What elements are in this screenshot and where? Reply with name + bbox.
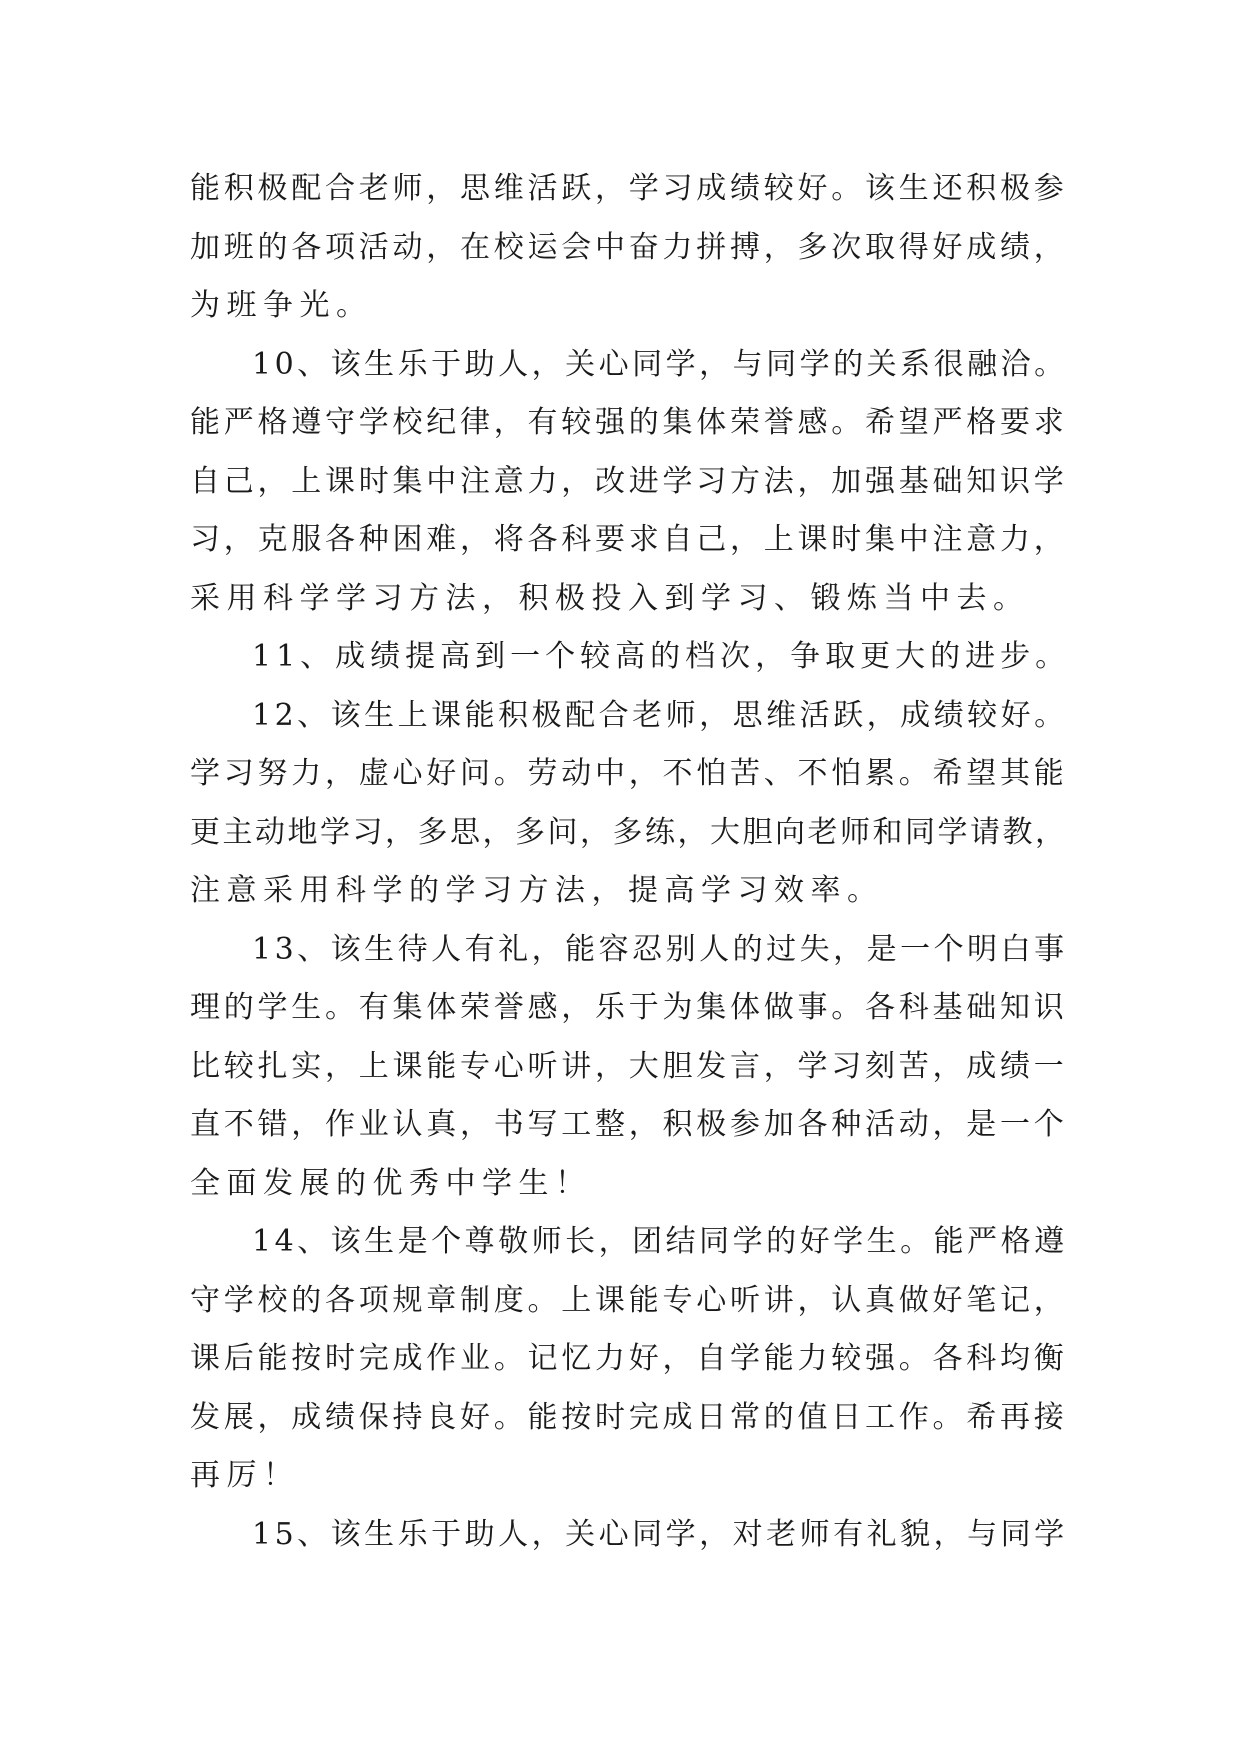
text-line: 为班争光。 <box>190 288 373 323</box>
text-line: 能积极配合老师，思维活跃，学习成绩较好。该生还积极参 <box>190 171 1068 206</box>
paragraph-start-line: 12、该生上课能积极配合老师，思维活跃，成绩较好。 <box>252 697 1068 733</box>
paragraph-start-line: 14、该生是个尊敬师长，团结同学的好学生。能严格遵 <box>252 1224 1068 1259</box>
text-line: 直不错，作业认真，书写工整，积极参加各种活动，是一个 <box>190 1107 1068 1142</box>
text-line: 采用科学学习方法，积极投入到学习、锻炼当中去。 <box>190 580 1030 616</box>
paragraph-start-line: 10、该生乐于助人，关心同学，与同学的关系很融洽。 <box>252 346 1068 382</box>
text-line: 加班的各项活动，在校运会中奋力拼搏，多次取得好成绩， <box>190 229 1068 265</box>
text-line: 比较扎实，上课能专心听讲，大胆发言，学习刻苦，成绩一 <box>190 1048 1068 1084</box>
text-line: 注意采用科学的学习方法，提高学习效率。 <box>190 873 884 908</box>
paragraph-start-line: 15、该生乐于助人，关心同学，对老师有礼貌，与同学 <box>252 1516 1068 1552</box>
text-line: 守学校的各项规章制度。上课能专心听讲，认真做好笔记， <box>190 1282 1068 1318</box>
text-line: 更主动地学习，多思，多问，多练，大胆向老师和同学请教， <box>190 814 1068 850</box>
paragraph-start-line: 11、成绩提高到一个较高的档次，争取更大的进步。 <box>252 639 1071 674</box>
text-line: 习，克服各种困难，将各科要求自己，上课时集中注意力， <box>190 522 1068 557</box>
text-line: 理的学生。有集体荣誉感，乐于为集体做事。各科基础知识 <box>190 990 1068 1025</box>
text-line: 全面发展的优秀中学生！ <box>190 1165 592 1201</box>
text-line: 学习努力，虚心好问。劳动中，不怕苦、不怕累。希望其能 <box>190 756 1068 791</box>
text-line: 自己，上课时集中注意力，改进学习方法，加强基础知识学 <box>190 463 1068 499</box>
document-body-text <box>190 160 1070 1564</box>
text-line: 能严格遵守学校纪律，有较强的集体荣誉感。希望严格要求 <box>190 405 1068 440</box>
text-line: 发展，成绩保持良好。能按时完成日常的值日工作。希再接 <box>190 1399 1068 1435</box>
text-line: 再厉！ <box>190 1458 300 1493</box>
paragraph-start-line: 13、该生待人有礼，能容忍别人的过失，是一个明白事 <box>252 931 1068 967</box>
text-line: 课后能按时完成作业。记忆力好，自学能力较强。各科均衡 <box>190 1341 1068 1376</box>
